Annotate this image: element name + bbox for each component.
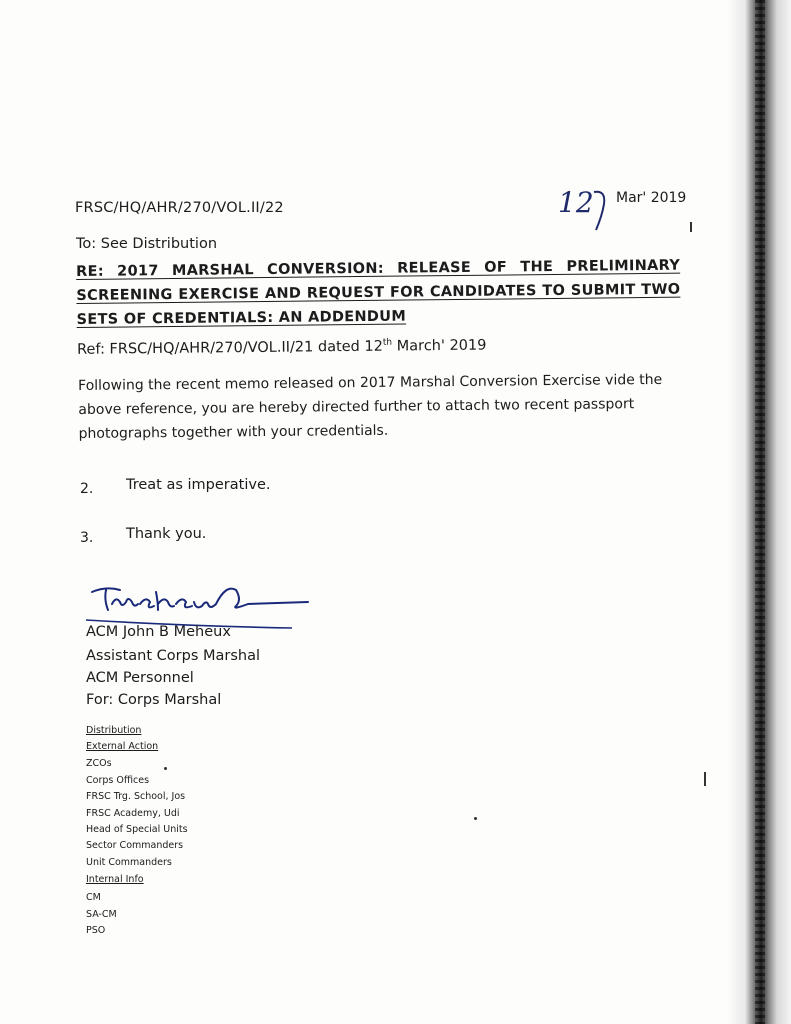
distribution-item: Head of Special Units [86, 824, 188, 835]
memo-ref-line [77, 337, 487, 358]
scan-speck [474, 817, 477, 820]
paragraph-number: 3. [80, 530, 94, 546]
handwritten-day [556, 186, 616, 236]
handwritten-signature [86, 570, 316, 630]
distribution-item: Sector Commanders [86, 840, 184, 851]
signatory-department: ACM Personnel [86, 670, 194, 686]
distribution-item: FRSC Trg. School, Jos [86, 791, 186, 802]
scan-speck [704, 772, 706, 786]
paragraph-text: Thank you. [126, 526, 207, 542]
scan-speck [690, 222, 692, 232]
scan-speck [164, 767, 167, 770]
distribution-item: PSO [86, 925, 106, 936]
ref-suffix: March' 2019 [392, 337, 487, 355]
distribution-item: Unit Commanders [86, 857, 172, 868]
paragraph-text: Treat as imperative. [126, 477, 271, 493]
signatory-title: Assistant Corps Marshal [86, 648, 261, 664]
memo-body: Following the recent memo released on 2017 Marshal Conversion Exercise vide the above reference, you are hereby directed further to attach two recent passport photographs together with your credentials. [78, 371, 663, 442]
signatory-name: ACM John B Meheux [86, 624, 231, 640]
memo-reference: FRSC/HQ/AHR/270/VOL.II/22 [75, 200, 284, 216]
scan-edge-grain [755, 0, 765, 1024]
distribution-heading: Distribution [86, 725, 142, 736]
memo-date: Mar' 2019 [616, 190, 687, 206]
external-action-heading: External Action [86, 741, 159, 752]
ref-prefix: Ref: FRSC/HQ/AHR/270/VOL.II/21 dated 12 [77, 338, 383, 358]
ref-sup: th [382, 337, 393, 348]
paragraph-number: 2. [80, 481, 94, 497]
svg-text:12: 12 [558, 186, 594, 219]
distribution-item: SA-CM [86, 909, 117, 920]
memo-to-line: To: See Distribution [76, 236, 218, 252]
memo-subject: RE: 2017 MARSHAL CONVERSION: RELEASE OF THE PRELIMINARY SCREENING EXERCISE AND REQUEST FOR CANDIDATES TO SUBMIT TWO SETS OF CREDENTIALS: AN ADDENDUM [76, 257, 681, 328]
internal-info-heading: Internal Info [86, 874, 144, 885]
distribution-item: Corps Offices [86, 775, 150, 786]
signatory-on-behalf: For: Corps Marshal [86, 692, 222, 708]
distribution-item: FRSC Academy, Udi [86, 808, 180, 819]
distribution-item: CM [86, 892, 101, 903]
distribution-item: ZCOs [86, 758, 112, 769]
